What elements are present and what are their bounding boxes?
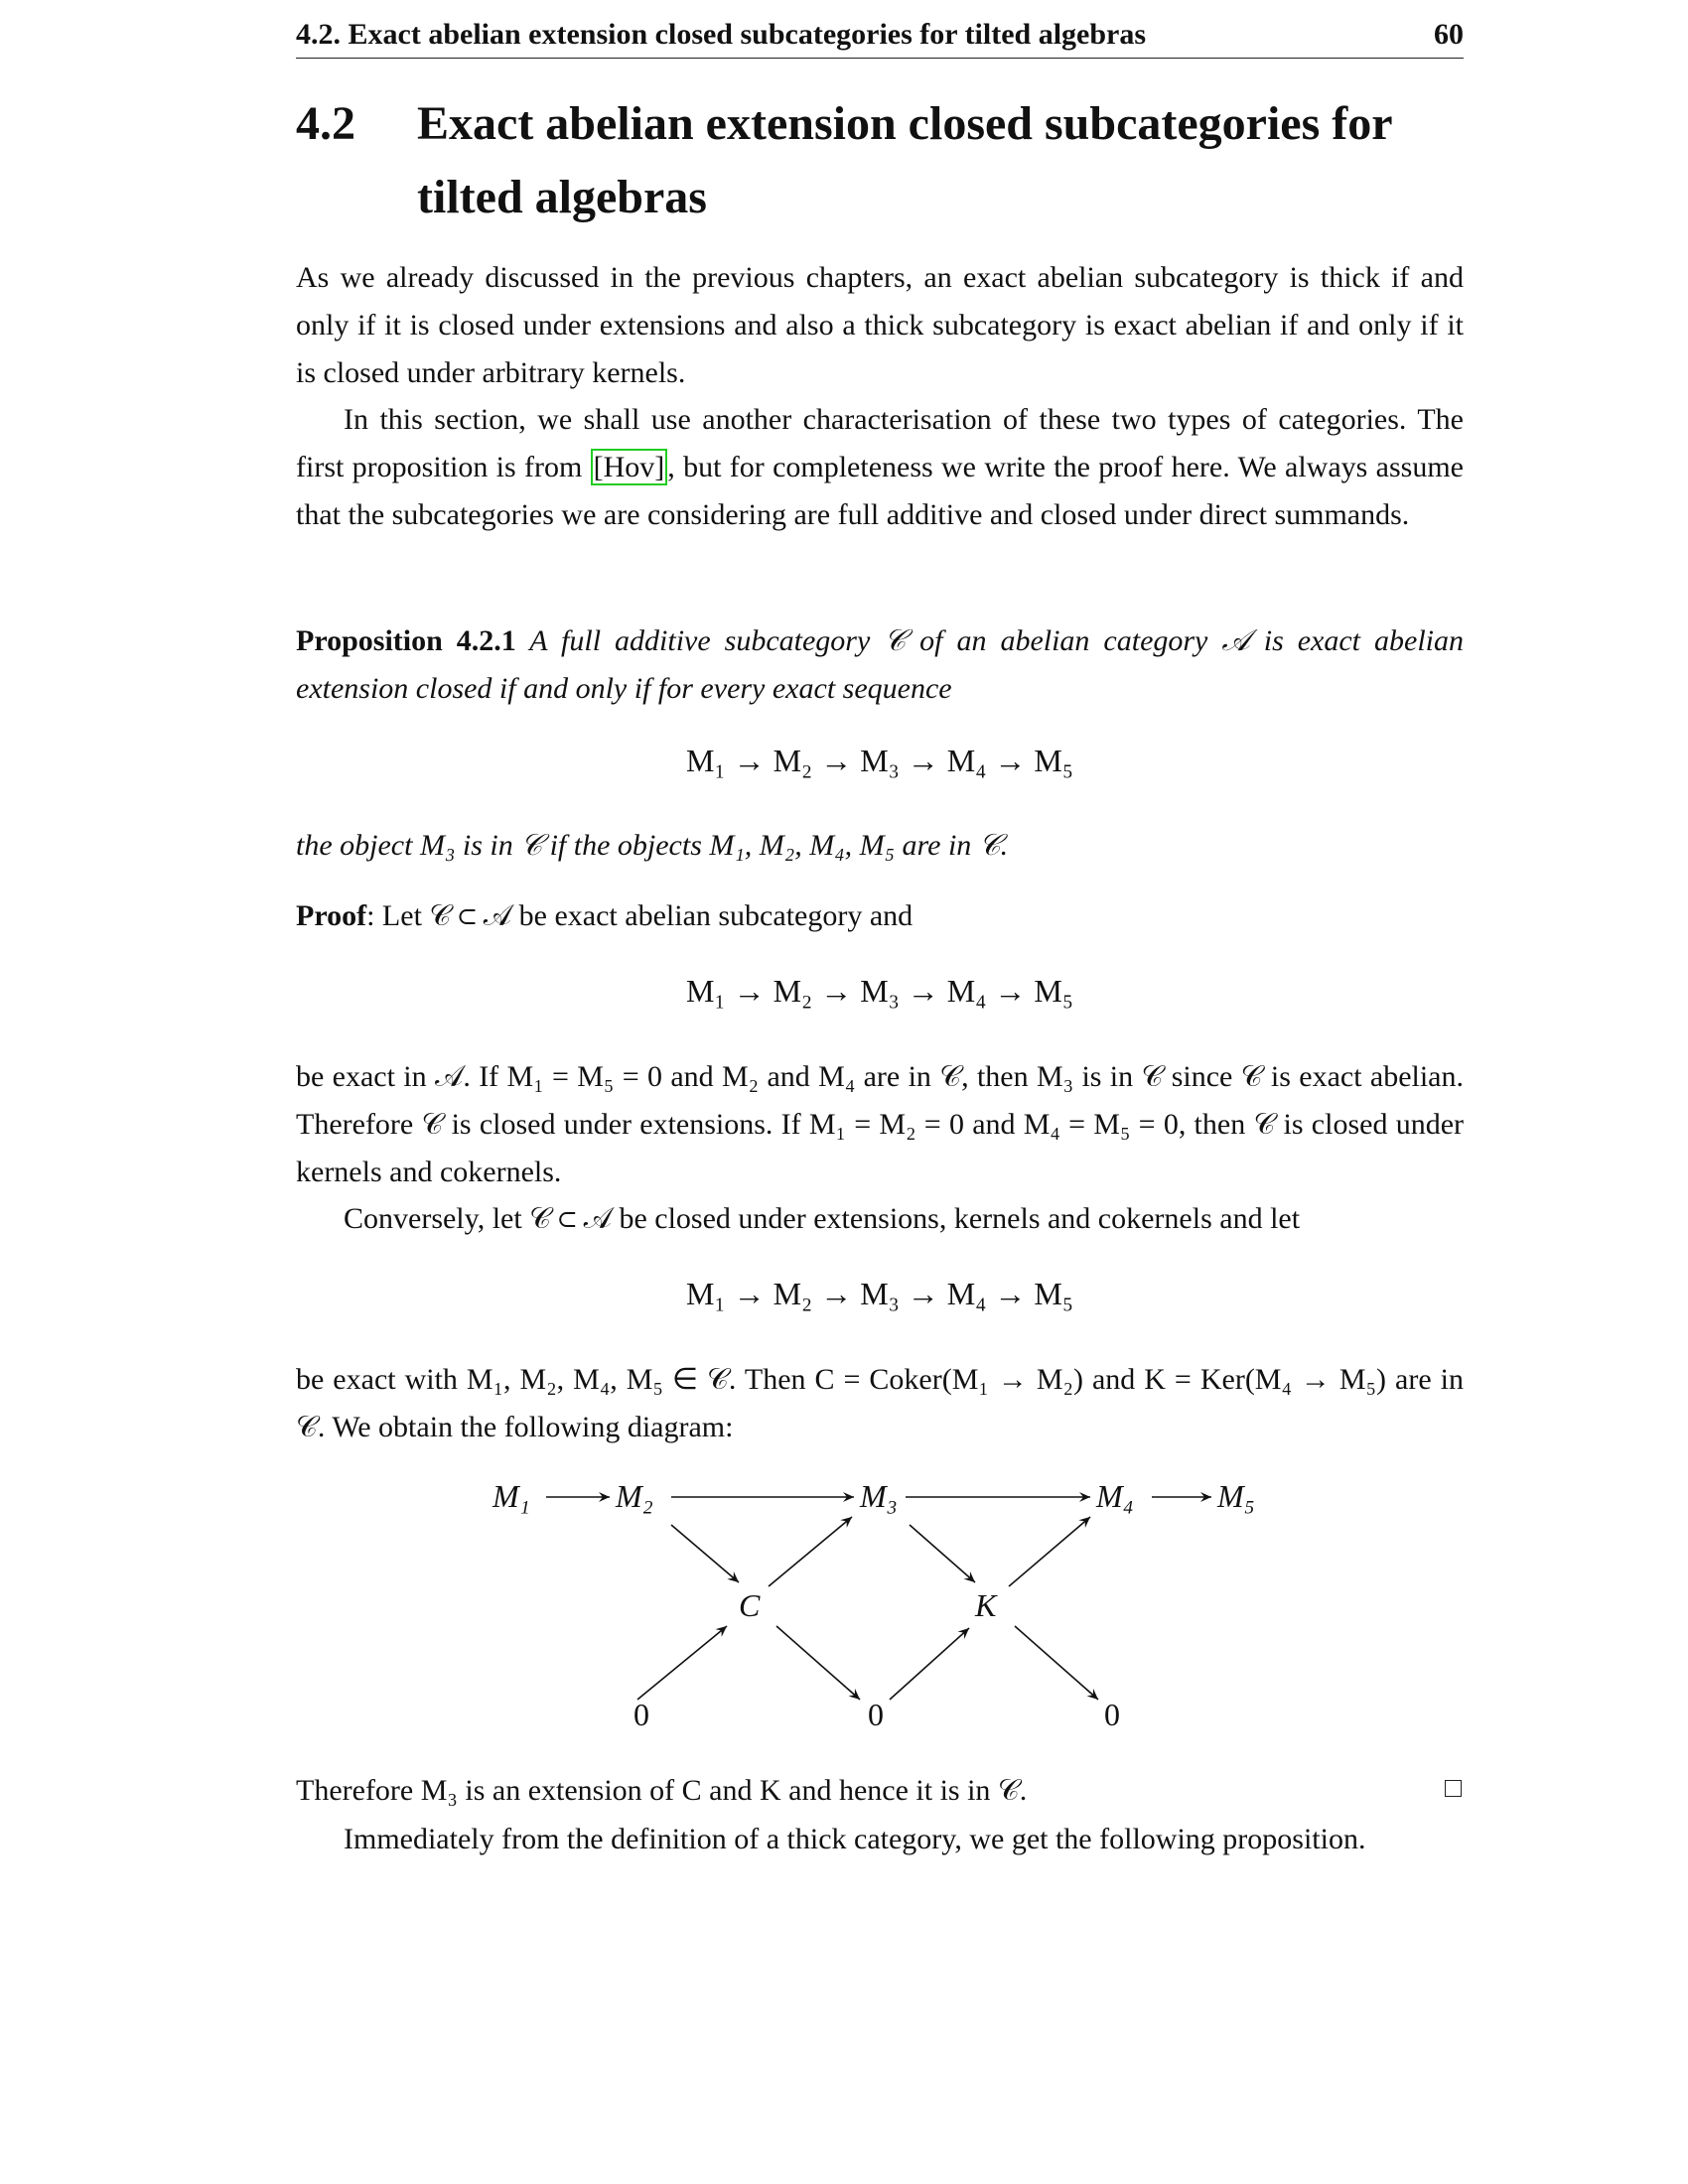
arrow-m2-c bbox=[671, 1525, 739, 1582]
diagram-node-m3: M₃ bbox=[860, 1478, 898, 1514]
qed-square-icon bbox=[1445, 1780, 1462, 1797]
arrow-c-m3 bbox=[769, 1517, 852, 1586]
proposition-label: Proposition 4.2.1 bbox=[296, 624, 516, 657]
diagram-node-m5: M₅ bbox=[1217, 1478, 1255, 1514]
proof-paragraph-2: Conversely, let 𝒞 ⊂ 𝒜 be closed under extensions, kernels and cokernels and let bbox=[344, 1202, 1301, 1235]
section-title: Exact abelian extension closed subcategories for tilted algebras bbox=[417, 97, 1392, 223]
arrow-k-m4 bbox=[1009, 1517, 1090, 1586]
diagram-node-zero-middle: 0 bbox=[868, 1697, 884, 1732]
intro-paragraph-2: In this section, we shall use another characterisation of these two types of categories. The first proposition is from [Hov] , but for completeness we write the proof here. We always assume that the subcategories we are considering are full additive and closed under direct summands. bbox=[296, 403, 1464, 531]
proof-label: Proof bbox=[296, 899, 367, 932]
page-number: 60 bbox=[1434, 18, 1464, 51]
diagram-node-zero-left: 0 bbox=[633, 1697, 649, 1732]
arrow-k-zero bbox=[1015, 1626, 1098, 1700]
section-number: 4.2 bbox=[296, 97, 355, 150]
section-heading bbox=[296, 87, 1464, 234]
diagram-node-m2: M₂ bbox=[616, 1478, 653, 1514]
diagram-node-m1: M₁ bbox=[492, 1478, 530, 1514]
proof-paragraph-1: be exact in 𝒜. If M₁ = M₅ = 0 and M₂ and M₄ are in 𝒞, then M₃ is in 𝒞 since 𝒞 is exact abelian. Therefore 𝒞 is closed under extensions. If M₁ = M₂ = 0 and M₄ = M₅ = 0, then 𝒞 is closed under kernels and cokernels. bbox=[296, 1060, 1464, 1188]
proof-intro: Proof: Let 𝒞 ⊂ 𝒜 be exact abelian subcategory and bbox=[296, 899, 914, 932]
commutative-diagram bbox=[296, 1469, 1464, 1757]
diagram-node-k: K bbox=[975, 1587, 997, 1623]
citation-link-hov[interactable]: [Hov] bbox=[591, 449, 668, 485]
arrow-zero-k bbox=[890, 1628, 969, 1700]
diagram-node-c: C bbox=[739, 1587, 761, 1623]
intro-paragraph-1: As we already discussed in the previous chapters, an exact abelian subcategory is thick if and only if it is closed under extensions and also a thick subcategory is exact abelian if and only if it is closed under arbitrary kernels. bbox=[296, 261, 1464, 389]
proof-paragraph-3: be exact with M₁, M₂, M₄, M₅ ∈ 𝒞. Then C = Coker(M₁ → M₂) and K = Ker(M₄ → M₅) are in 𝒞. We obtain the following diagram: bbox=[296, 1363, 1464, 1443]
arrow-c-zero bbox=[776, 1626, 860, 1700]
running-head bbox=[296, 18, 1464, 59]
arrow-zero-c bbox=[637, 1626, 727, 1700]
running-head-title: 4.2. Exact abelian extension closed subcategories for tilted algebras bbox=[296, 18, 1147, 51]
proposition-conclusion: the object M₃ is in 𝒞 if the objects M₁, M₂, M₄, M₅ are in 𝒞. bbox=[296, 829, 1009, 862]
diagram-node-zero-right: 0 bbox=[1104, 1697, 1120, 1732]
exact-sequence-3: M₁ → M₂ → M₃ → M₄ → M₅ bbox=[685, 1276, 1074, 1311]
diagram-node-m4: M₄ bbox=[1096, 1478, 1134, 1514]
exact-sequence-2: M₁ → M₂ → M₃ → M₄ → M₅ bbox=[685, 973, 1074, 1009]
proposition-4-2-1 bbox=[296, 617, 1464, 713]
proof-conclusion: Therefore M₃ is an extension of C and K and hence it is in 𝒞. bbox=[296, 1767, 1464, 1815]
closing-paragraph: Immediately from the definition of a thick category, we get the following proposition. bbox=[344, 1823, 1366, 1855]
arrow-m3-k bbox=[910, 1525, 975, 1582]
proposition-statement: A full additive subcategory 𝒞 of an abelian category 𝒜 is exact abelian extension closed if and only if for every exact sequence bbox=[296, 624, 1464, 705]
exact-sequence-1: M₁ → M₂ → M₃ → M₄ → M₅ bbox=[685, 743, 1074, 778]
